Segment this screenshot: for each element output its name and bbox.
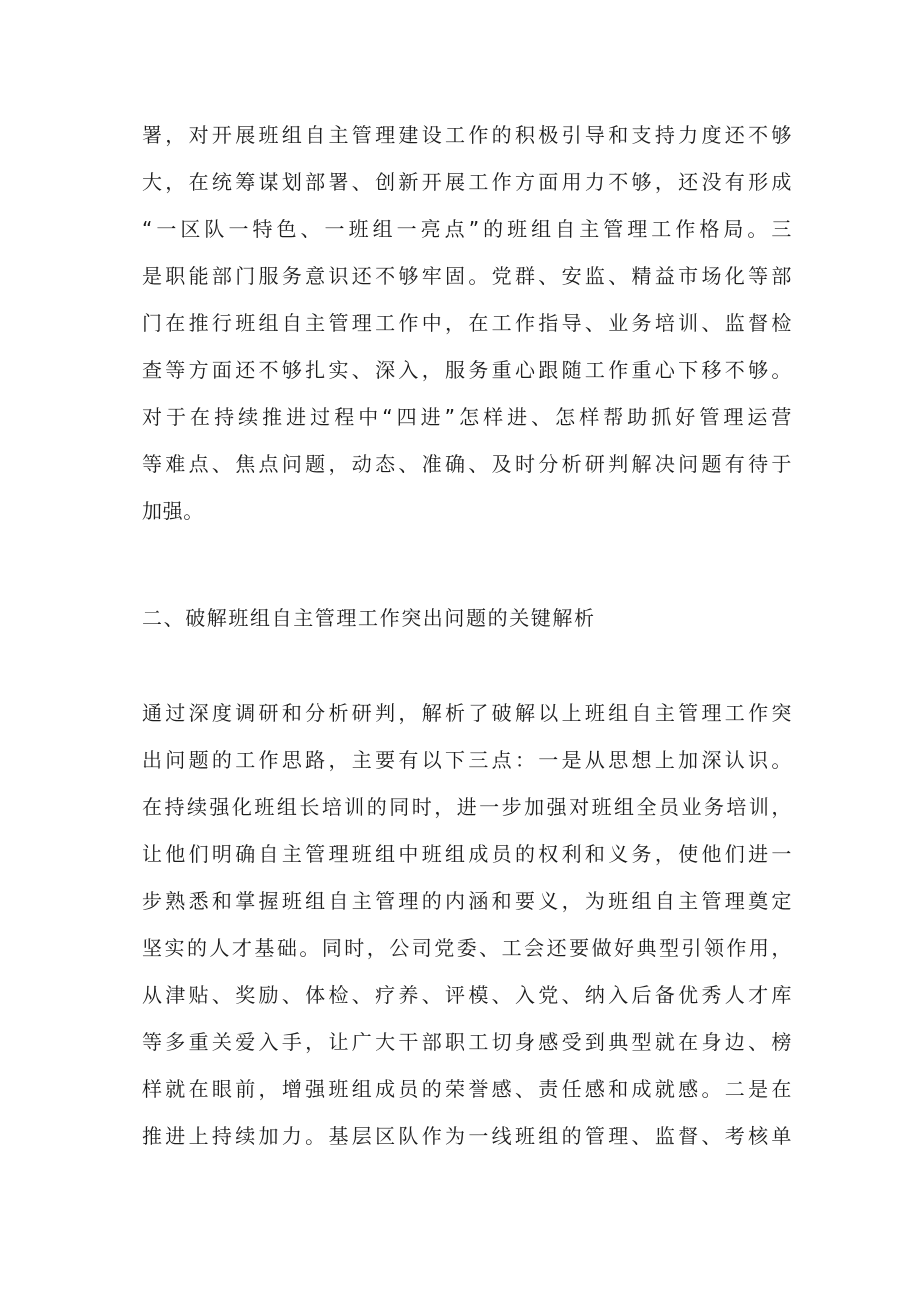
paragraph-2-line: 从津贴、奖励、体检、疗养、评模、入党、纳入后备优秀人才库 xyxy=(142,983,792,1007)
paragraph-2-line: 通过深度调研和分析研判，解析了破解以上班组自主管理工作突 xyxy=(142,701,792,725)
paragraph-1-line: 等难点、焦点问题，动态、准确、及时分析研判解决问题有待于 xyxy=(142,452,792,476)
paragraph-2-line: 让他们明确自主管理班组中班组成员的权利和义务，使他们进一 xyxy=(142,842,792,866)
paragraph-2-line: 在持续强化班组长培训的同时，进一步加强对班组全员业务培训， xyxy=(142,795,792,819)
paragraph-1-line: 门在推行班组自主管理工作中，在工作指导、业务培训、监督检 xyxy=(142,311,792,335)
paragraph-2-line: 步熟悉和掌握班组自主管理的内涵和要义，为班组自主管理奠定 xyxy=(142,889,792,913)
paragraph-1-line: 加强。 xyxy=(142,499,204,523)
section-heading: 二、破解班组自主管理工作突出问题的关键解析 xyxy=(142,606,596,630)
paragraph-1-line: 是职能部门服务意识还不够牢固。党群、安监、精益市场化等部 xyxy=(142,264,792,288)
paragraph-1-line: 大，在统筹谋划部署、创新开展工作方面用力不够，还没有形成 xyxy=(142,170,792,194)
paragraph-1-line: 查等方面还不够扎实、深入，服务重心跟随工作重心下移不够。 xyxy=(142,358,792,382)
paragraph-1-line: 对于在持续推进过程中“四进”怎样进、怎样帮助抓好管理运营 xyxy=(142,405,792,429)
paragraph-2-line: 样就在眼前，增强班组成员的荣誉感、责任感和成就感。二是在 xyxy=(142,1077,792,1101)
paragraph-1-line: 署，对开展班组自主管理建设工作的积极引导和支持力度还不够 xyxy=(142,123,792,147)
paragraph-2-line: 出问题的工作思路，主要有以下三点：一是从思想上加深认识。 xyxy=(142,748,792,772)
paragraph-1-line: “一区队一特色、一班组一亮点”的班组自主管理工作格局。三 xyxy=(142,217,792,241)
paragraph-2-line: 等多重关爱入手，让广大干部职工切身感受到典型就在身边、榜 xyxy=(142,1030,792,1054)
paragraph-2-line: 坚实的人才基础。同时，公司党委、工会还要做好典型引领作用， xyxy=(142,936,792,960)
paragraph-2-line: 推进上持续加力。基层区队作为一线班组的管理、监督、考核单 xyxy=(142,1124,792,1148)
